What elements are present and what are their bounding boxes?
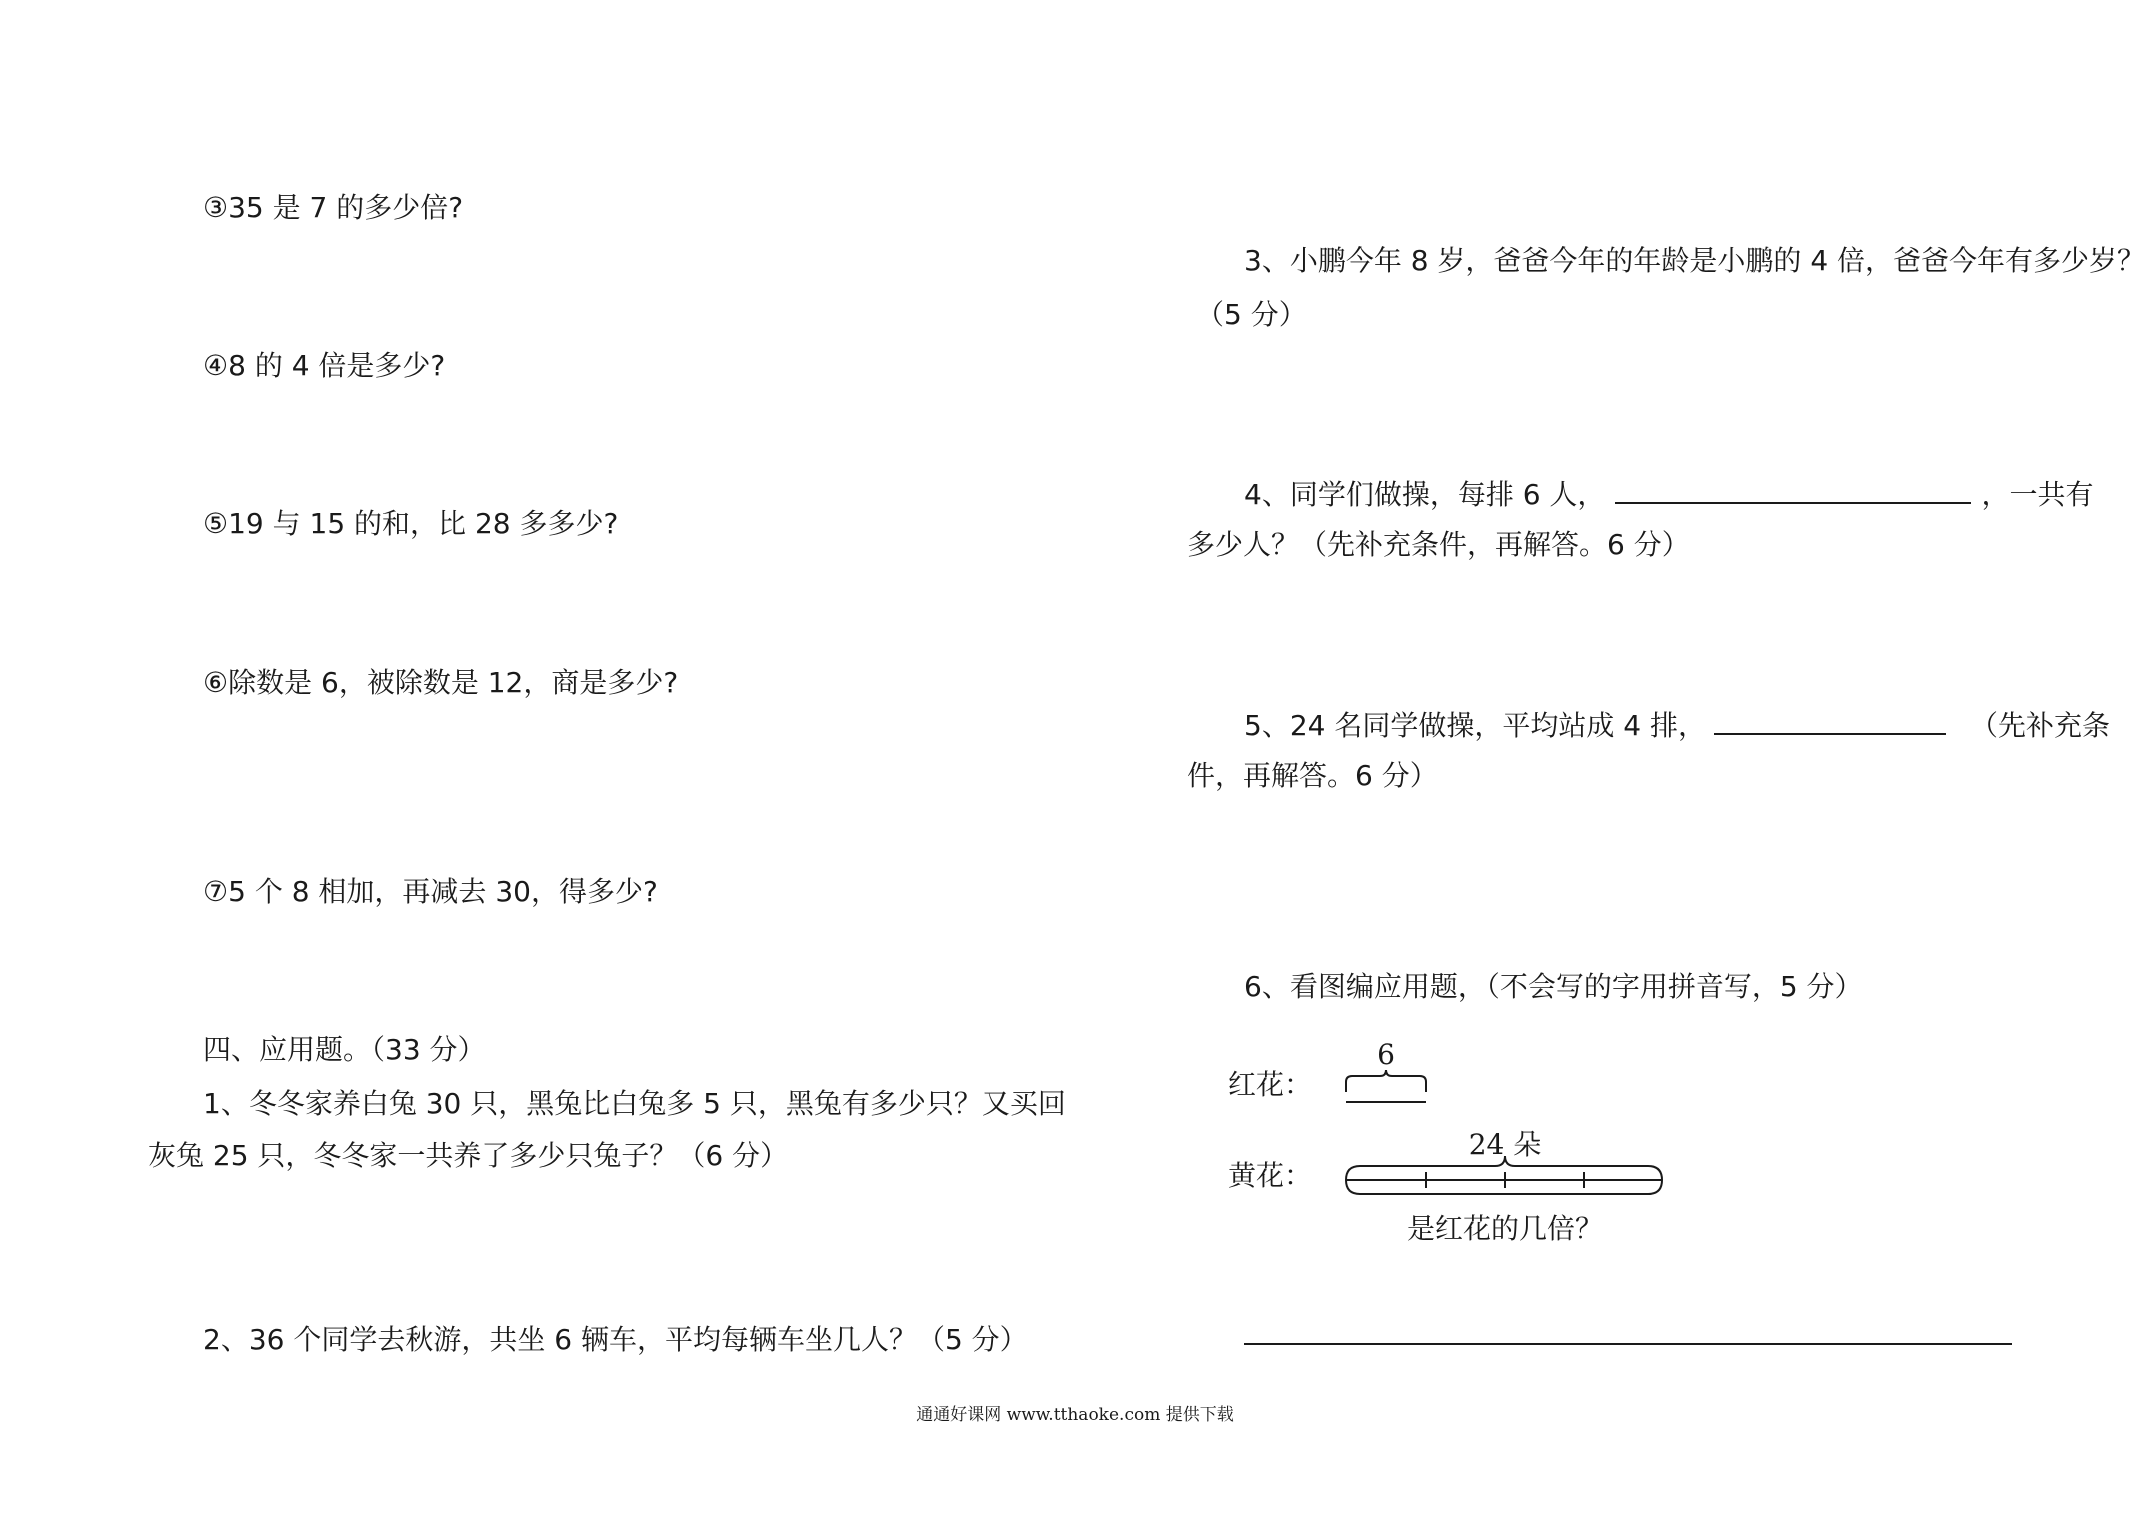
footer: 通通好课网 www.tthaoke.com 提供下载 <box>916 1405 1234 1425</box>
red-flower-value: 6 <box>1377 1038 1395 1071</box>
app-question-5-text-a: 5、24 名同学做操，平均站成 4 排， <box>1244 709 1706 742</box>
app-question-3-line1: 3、小鹏今年 8 岁，爸爸今年的年龄是小鹏的 4 倍，爸爸今年有多少岁？ <box>1244 244 2146 277</box>
question-4: ④8 的 4 倍是多少? <box>203 349 446 382</box>
question-5: ⑤19 与 15 的和，比 28 多多少? <box>203 507 619 540</box>
app-question-4-blank[interactable] <box>1615 474 1971 504</box>
question-3: ③35 是 7 的多少倍? <box>203 191 464 224</box>
app-question-5-blank[interactable] <box>1714 705 1946 735</box>
app-question-3-line2: （5 分） <box>1196 298 1307 331</box>
flower-diagram <box>1200 1030 1680 1254</box>
app-question-5-line2: 件，再解答。6 分） <box>1187 759 1438 792</box>
red-flower-label: 红花： <box>1228 1068 1313 1101</box>
app-question-5-line1 <box>1244 705 2110 744</box>
section-title: 四、应用题。（33 分） <box>203 1033 486 1066</box>
app-question-6: 6、看图编应用题，（不会写的字用拼音写，5 分） <box>1244 970 1863 1003</box>
flower-diagram-svg <box>1200 1030 1680 1250</box>
question-7: ⑦5 个 8 相加，再减去 30，得多少? <box>203 875 658 908</box>
app-question-4-line2: 多少人？（先补充条件，再解答。6 分） <box>1187 528 1690 561</box>
yellow-flower-label: 黄花： <box>1228 1159 1313 1192</box>
app-question-1-line2: 灰兔 25 只，冬冬家一共养了多少只兔子？（6 分） <box>148 1139 789 1172</box>
question-6: ⑥除数是 6，被除数是 12，商是多少? <box>203 666 679 699</box>
app-question-4-text-a: 4、同学们做操，每排 6 人， <box>1244 478 1606 511</box>
answer-line[interactable] <box>1244 1343 2012 1345</box>
app-question-4-text-b: ，一共有 <box>1981 478 2094 511</box>
app-question-2: 2、36 个同学去秋游，共坐 6 辆车，平均每辆车坐几人？（5 分） <box>203 1323 1028 1356</box>
app-question-4-line1 <box>1244 474 2093 513</box>
app-question-1-line1: 1、冬冬家养白兔 30 只，黑兔比白兔多 5 只，黑兔有多少只？又买回 <box>203 1087 1066 1120</box>
red-flower-brace <box>1346 1070 1426 1092</box>
diagram-question: 是红花的几倍？ <box>1406 1212 1604 1245</box>
yellow-flower-value: 24 朵 <box>1468 1128 1542 1161</box>
app-question-5-text-b: （先补充条 <box>1969 709 2110 742</box>
